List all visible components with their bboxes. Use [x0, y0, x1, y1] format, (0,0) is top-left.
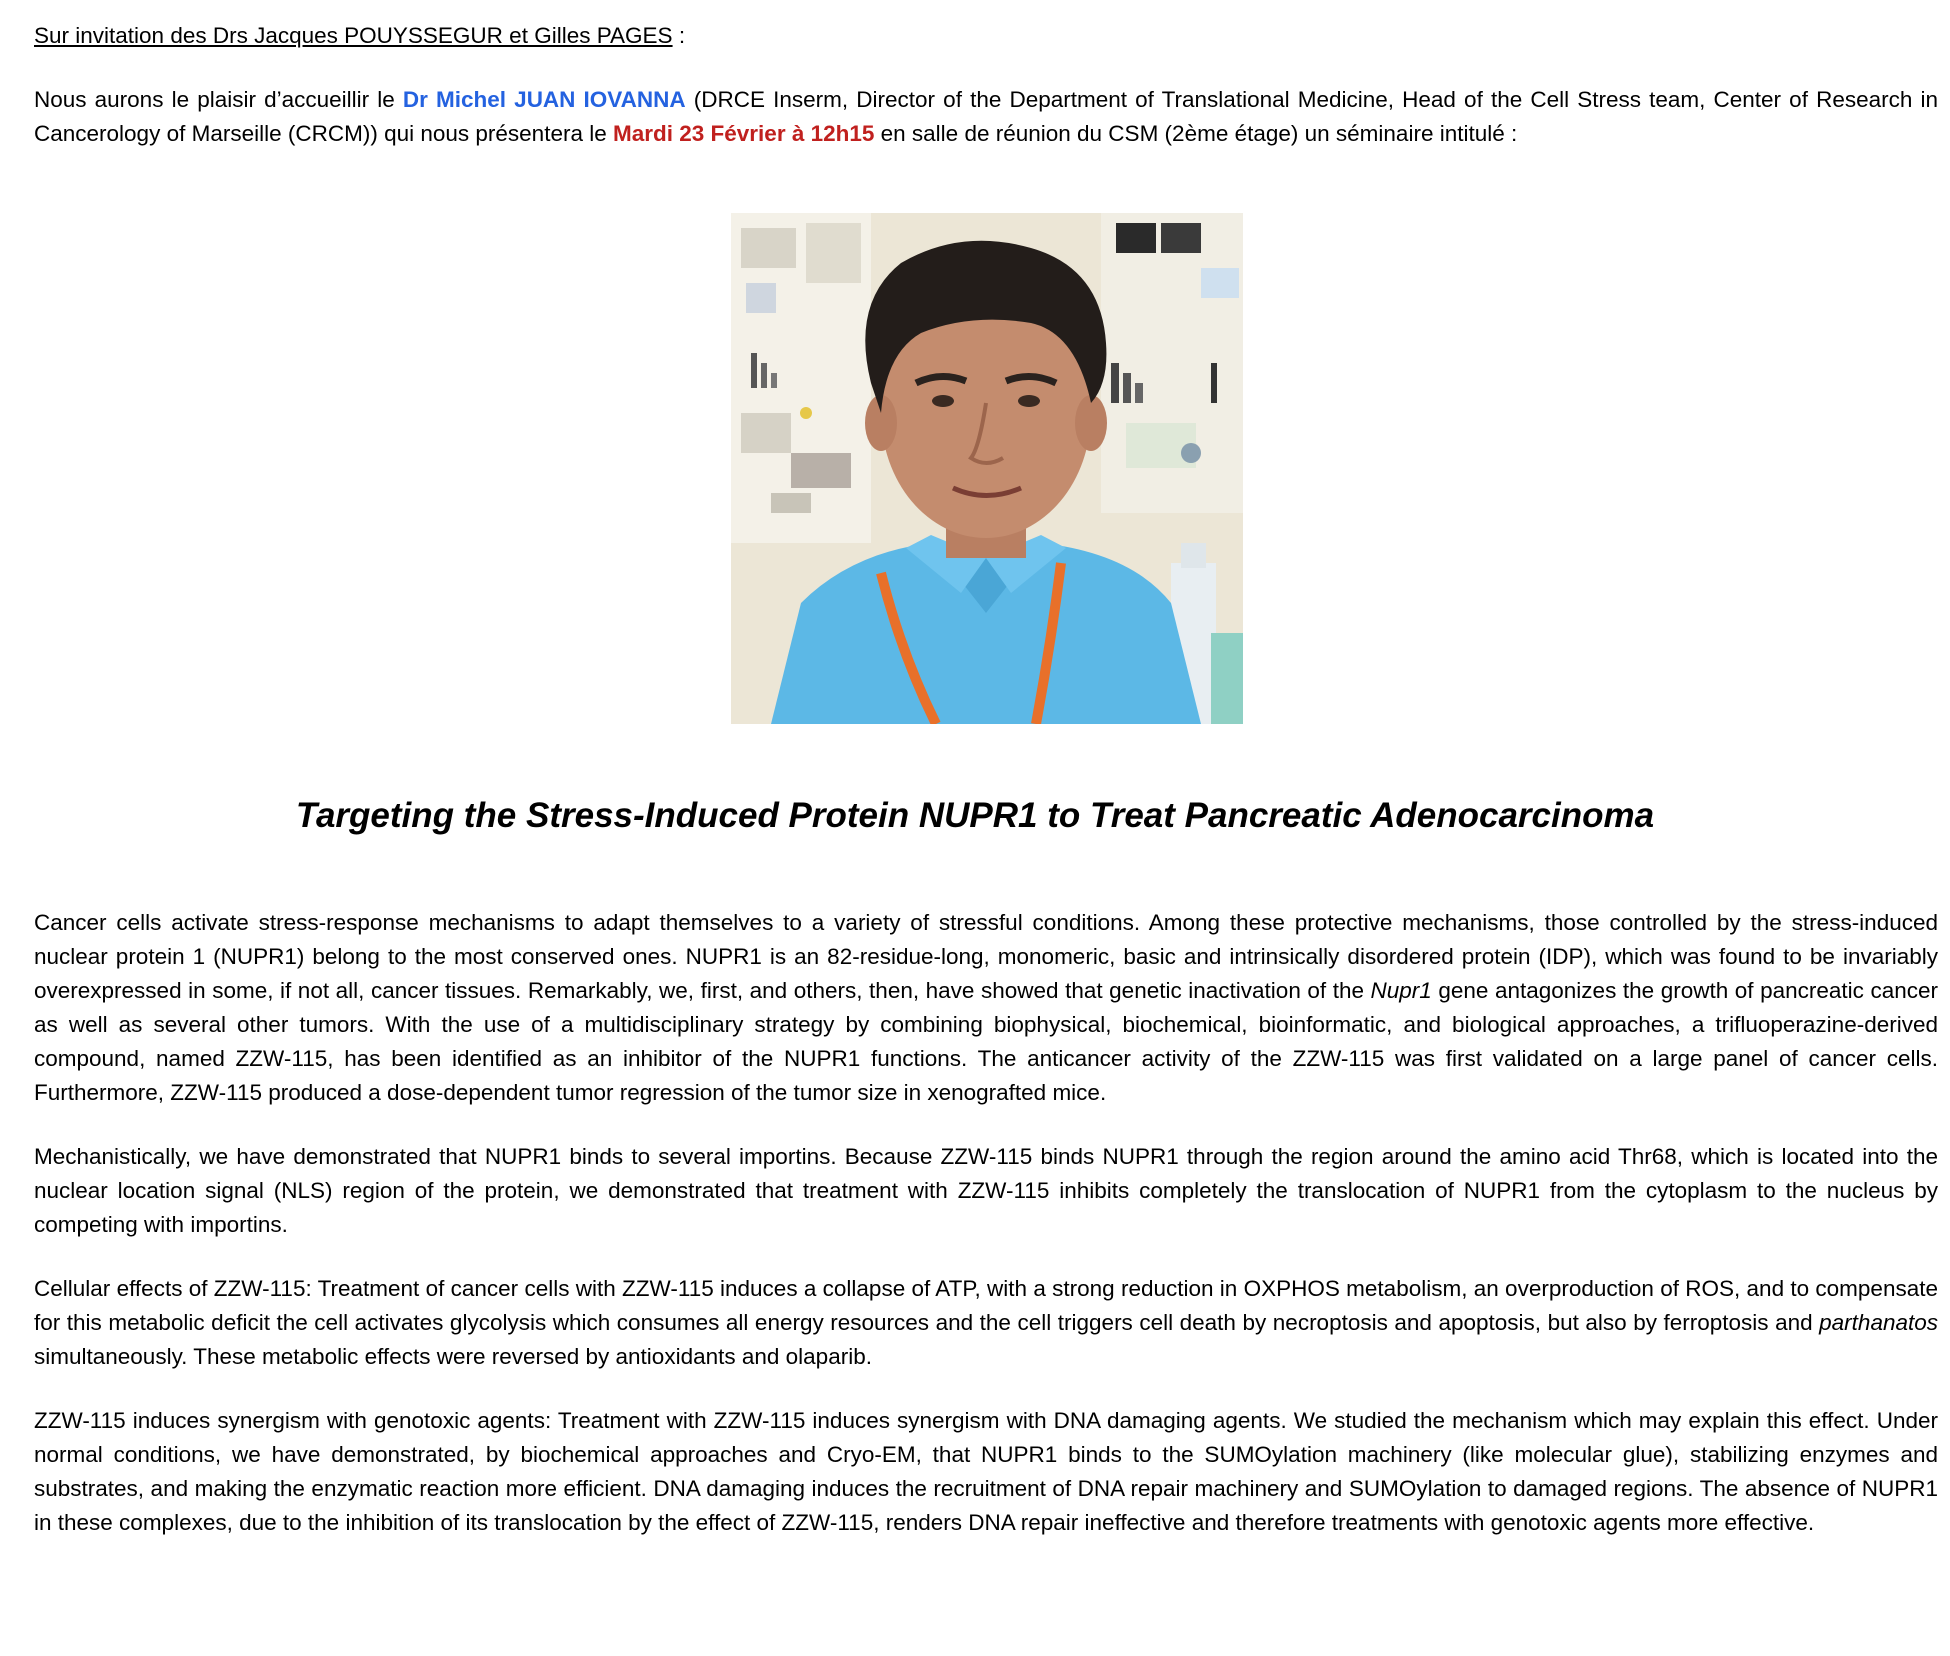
intro-paragraph	[34, 83, 1938, 151]
abstract-p1-b: gene antagonizes the growth of pancreatic cancer as well as several other tumors. With the use of a multidisciplinary strategy by combining biophysical, biochemical, bioinformatic, and biological approaches, a trifluoperazine-derived compound, named ZZW-115, has been identified as an inhibitor of the NUPR1 functions. The anticancer activity of the ZZW-115 was first validated on a large panel of cancer cells. Furthermore, ZZW-115 produced a dose-dependent tumor regression of the tumor size in xenografted mice.	[34, 978, 1938, 1105]
abstract-paragraph-1	[34, 906, 1938, 1110]
abstract-p3-b: simultaneously. These metabolic effects were reversed by antioxidants and olaparib.	[34, 1344, 872, 1369]
intro-part1: Nous aurons le plaisir d’accueillir le	[34, 87, 403, 112]
speaker-name: Dr Michel JUAN IOVANNA	[402, 87, 686, 112]
parthanatos-term: parthanatos	[1819, 1310, 1938, 1335]
gene-name: Nupr1	[1370, 978, 1432, 1003]
invitation-line	[34, 22, 685, 50]
abstract	[34, 906, 1938, 1570]
talk-title: Targeting the Stress-Induced Protein NUPR1 to Treat Pancreatic Adenocarcinoma	[295, 796, 1655, 835]
abstract-p3-a: Cellular effects of ZZW-115: Treatment of cancer cells with ZZW-115 induces a collapse of ATP, with a strong reduction in OXPHOS metabolism, an overproduction of ROS, and to compensate for this metabolic deficit the cell activates glycolysis which consumes all energy resources and the cell triggers cell death by necroptosis and apoptosis, but also by ferroptosis and	[34, 1276, 1938, 1335]
speaker-photo	[731, 213, 1243, 724]
seminar-date: Mardi 23 Février à 12h15	[612, 121, 875, 146]
abstract-paragraph-3	[34, 1272, 1938, 1374]
invitation-text: Sur invitation des Drs Jacques POUYSSEGUR et Gilles PAGES	[34, 23, 673, 48]
invitation-suffix: :	[672, 23, 686, 48]
abstract-p1-a: Cancer cells activate stress-response mechanisms to adapt themselves to a variety of stressful conditions. Among these protective mechanisms, those controlled by the stress-induced nuclear protein 1 (NUPR1) belong to the most conserved ones. NUPR1 is an 82-residue-long, monomeric, basic and intrinsically disordered protein (IDP), which was found to be invariably overexpressed in some, if not all, cancer tissues. Remarkably, we, first, and others, then, have showed that genetic inactivation of the	[34, 910, 1938, 1003]
abstract-paragraph-4: ZZW-115 induces synergism with genotoxic agents: Treatment with ZZW-115 induces synergism with DNA damaging agents. We studied the mechanism which may explain this effect. Under normal conditions, we have demonstrated, by biochemical approaches and Cryo-EM, that NUPR1 binds to the SUMOylation machinery (like molecular glue), stabilizing enzymes and substrates, and making the enzymatic reaction more efficient. DNA damaging induces the recruitment of DNA repair machinery and SUMOylation to damaged regions. The absence of NUPR1 in these complexes, due to the inhibition of its translocation by the effect of ZZW-115, renders DNA repair ineffective and therefore treatments with genotoxic agents more effective.	[34, 1408, 1938, 1535]
intro-part2: (DRCE Inserm, Director of the Department of Translational Medicine, Head of the Cell Stress team, Center of Research in Cancerology of Marseille (CRCM)) qui nous présentera le	[34, 87, 1938, 146]
intro-part3: en salle de réunion du CSM (2ème étage) un séminaire intitulé :	[874, 121, 1518, 146]
abstract-paragraph-2: Mechanistically, we have demonstrated that NUPR1 binds to several importins. Because ZZW-115 binds NUPR1 through the region around the amino acid Thr68, which is located into the nuclear location signal (NLS) region of the protein, we demonstrated that treatment with ZZW-115 inhibits completely the translocation of NUPR1 from the cytoplasm to the nucleus by competing with importins.	[34, 1144, 1938, 1237]
